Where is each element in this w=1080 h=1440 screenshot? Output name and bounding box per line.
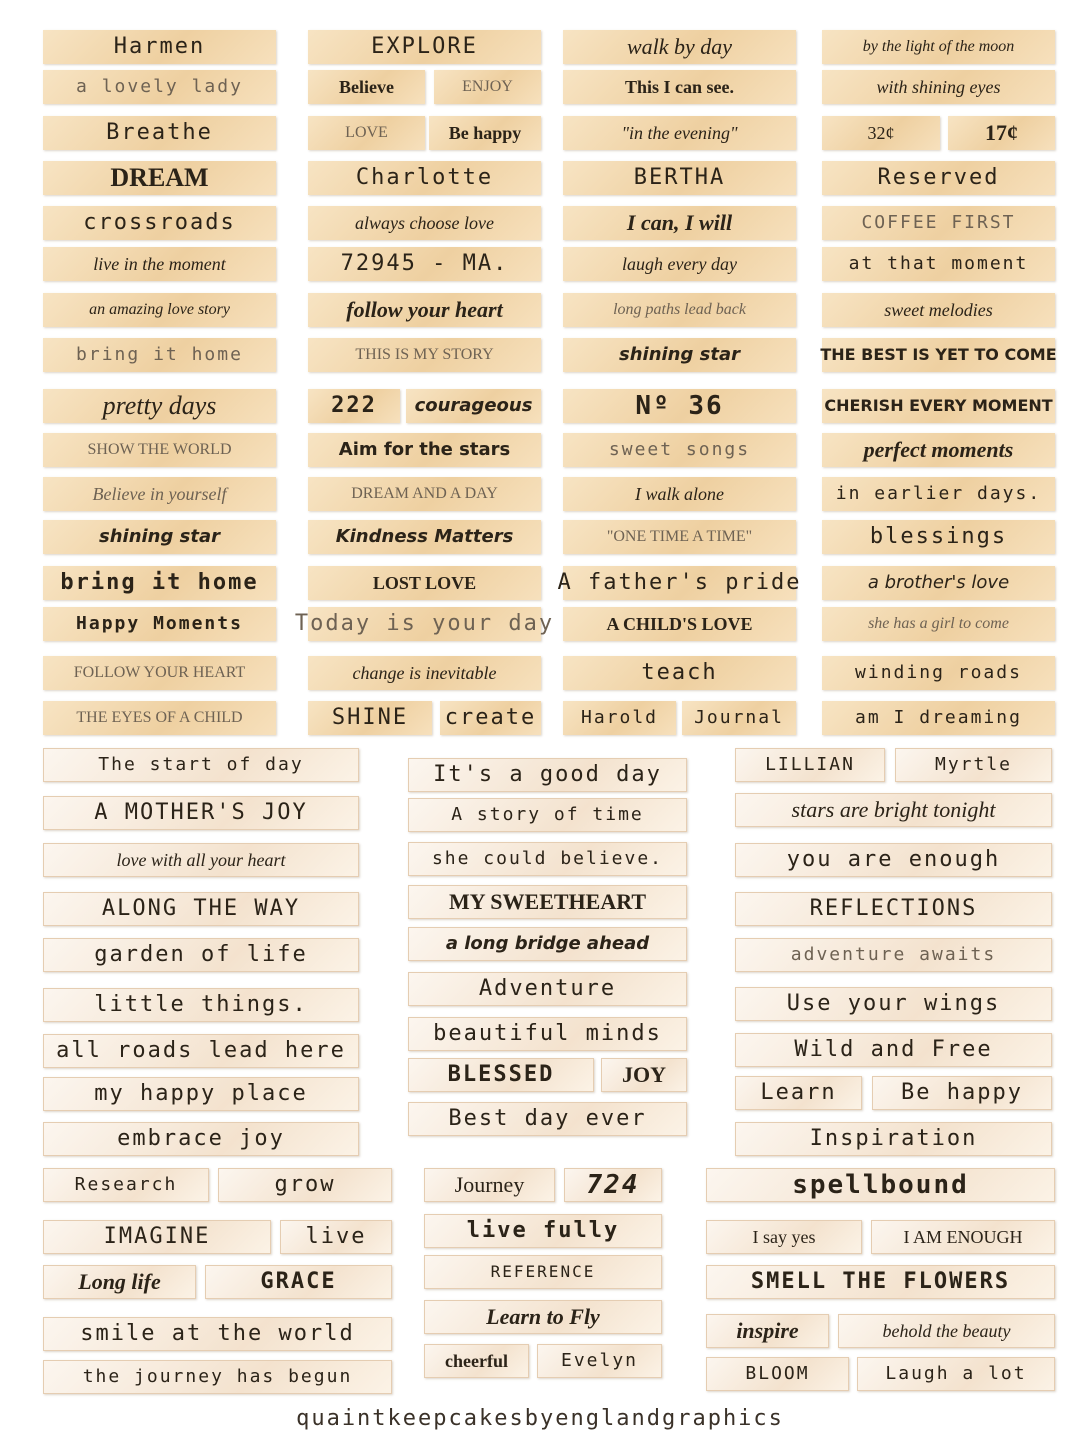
label-sticker: "ONE TIME A TIME" bbox=[563, 520, 796, 554]
label-sticker: inspire bbox=[706, 1314, 829, 1348]
label-sticker: LILLIAN bbox=[735, 748, 885, 782]
label-sticker: adventure awaits bbox=[735, 938, 1052, 972]
label-sticker: I AM ENOUGH bbox=[871, 1220, 1055, 1254]
label-sticker: This I can see. bbox=[563, 70, 796, 104]
label-sticker: Nº 36 bbox=[563, 389, 796, 423]
label-sticker: I say yes bbox=[706, 1220, 862, 1254]
label-sticker: Research bbox=[43, 1168, 209, 1202]
label-sticker: ALONG THE WAY bbox=[43, 892, 359, 926]
label-sticker: she could believe. bbox=[408, 842, 687, 876]
label-sticker: 72945 - MA. bbox=[308, 247, 541, 281]
label-sticker: LOST LOVE bbox=[308, 566, 541, 600]
label-sticker: a brother's love bbox=[822, 566, 1055, 600]
label-sticker: Reserved bbox=[822, 161, 1055, 195]
label-sticker: CHERISH EVERY MOMENT bbox=[822, 389, 1055, 423]
label-sticker: 17¢ bbox=[948, 116, 1055, 150]
label-sticker: EXPLORE bbox=[308, 30, 541, 64]
label-sticker: an amazing love story bbox=[43, 293, 276, 327]
label-sticker: THIS IS MY STORY bbox=[308, 338, 541, 372]
label-sticker: at that moment bbox=[822, 247, 1055, 281]
label-sticker: am I dreaming bbox=[822, 701, 1055, 735]
label-sticker: Aim for the stars bbox=[308, 433, 541, 467]
label-sticker: she has a girl to come bbox=[822, 607, 1055, 641]
label-sticker: Learn bbox=[735, 1076, 862, 1110]
label-sticker: Happy Moments bbox=[43, 607, 276, 641]
label-sticker: The start of day bbox=[43, 748, 359, 782]
label-sticker: 32¢ bbox=[822, 116, 940, 150]
label-sticker: Believe bbox=[308, 70, 425, 104]
label-sticker: Wild and Free bbox=[735, 1033, 1052, 1067]
label-sticker: Today is your day bbox=[308, 607, 541, 641]
label-sticker: by the light of the moon bbox=[822, 30, 1055, 64]
label-sticker: shining star bbox=[43, 520, 276, 554]
label-sticker: with shining eyes bbox=[822, 70, 1055, 104]
label-sticker: love with all your heart bbox=[43, 843, 359, 877]
label-sticker: A father's pride bbox=[563, 566, 796, 600]
label-sticker: crossroads bbox=[43, 206, 276, 240]
label-sticker: IMAGINE bbox=[43, 1220, 271, 1254]
label-sticker: you are enough bbox=[735, 843, 1052, 877]
label-sticker: Breathe bbox=[43, 116, 276, 150]
label-sticker: change is inevitable bbox=[308, 656, 541, 690]
label-sticker: a lovely lady bbox=[43, 70, 276, 104]
label-sticker: Learn to Fly bbox=[424, 1300, 662, 1334]
label-sticker: Long life bbox=[43, 1265, 196, 1299]
label-sticker: spellbound bbox=[706, 1168, 1055, 1202]
label-sticker: THE BEST IS YET TO COME bbox=[822, 338, 1055, 372]
label-sticker: my happy place bbox=[43, 1077, 359, 1111]
label-sticker: Be happy bbox=[872, 1076, 1052, 1110]
label-sticker: DREAM AND A DAY bbox=[308, 477, 541, 511]
label-sticker: Myrtle bbox=[895, 748, 1052, 782]
label-sticker: smile at the world bbox=[43, 1317, 392, 1351]
label-sticker: REFLECTIONS bbox=[735, 892, 1052, 926]
label-sticker: laugh every day bbox=[563, 247, 796, 281]
label-sticker: I can, I will bbox=[563, 206, 796, 240]
label-sticker: winding roads bbox=[822, 656, 1055, 690]
label-sticker: sweet melodies bbox=[822, 293, 1055, 327]
label-sticker: live in the moment bbox=[43, 247, 276, 281]
label-sticker: SMELL THE FLOWERS bbox=[706, 1265, 1055, 1299]
label-sticker: bring it home bbox=[43, 338, 276, 372]
label-sticker: COFFEE FIRST bbox=[822, 206, 1055, 240]
credit-text: quaintkeepcakesbyenglandgraphics bbox=[296, 1405, 784, 1431]
label-sticker: BLOOM bbox=[706, 1357, 849, 1391]
label-sticker: Kindness Matters bbox=[308, 520, 541, 554]
label-sticker: bring it home bbox=[43, 566, 276, 600]
label-sticker: SHINE bbox=[308, 701, 432, 735]
label-sticker: pretty days bbox=[43, 389, 276, 423]
label-sticker: FOLLOW YOUR HEART bbox=[43, 656, 276, 690]
label-sticker: It's a good day bbox=[408, 758, 687, 792]
label-sticker: Best day ever bbox=[408, 1102, 687, 1136]
label-sticker: walk by day bbox=[563, 30, 796, 64]
label-sticker: the journey has begun bbox=[43, 1360, 392, 1394]
label-sticker: 724 bbox=[564, 1168, 662, 1202]
label-sticker: perfect moments bbox=[822, 433, 1055, 467]
label-sticker: teach bbox=[563, 656, 796, 690]
label-sticker: Adventure bbox=[408, 972, 687, 1006]
label-sticker: Use your wings bbox=[735, 987, 1052, 1021]
label-sticker: Inspiration bbox=[735, 1122, 1052, 1156]
label-sticker: THE EYES OF A CHILD bbox=[43, 701, 276, 735]
label-sticker: "in the evening" bbox=[563, 116, 796, 150]
label-sticker: cheerful bbox=[424, 1344, 529, 1378]
label-sticker: Laugh a lot bbox=[857, 1357, 1055, 1391]
label-sticker: I walk alone bbox=[563, 477, 796, 511]
label-sticker: BLESSED bbox=[408, 1058, 594, 1092]
label-sticker: SHOW THE WORLD bbox=[43, 433, 276, 467]
label-sticker: Evelyn bbox=[537, 1344, 662, 1378]
label-sticker: ENJOY bbox=[434, 70, 541, 104]
label-sticker: garden of life bbox=[43, 938, 359, 972]
label-sticker: blessings bbox=[822, 520, 1055, 554]
label-sticker: behold the beauty bbox=[838, 1314, 1055, 1348]
label-sticker: DREAM bbox=[43, 161, 276, 195]
label-sticker: a long bridge ahead bbox=[408, 927, 687, 961]
label-sticker: shining star bbox=[563, 338, 796, 372]
label-sticker: follow your heart bbox=[308, 293, 541, 327]
label-sticker: grow bbox=[218, 1168, 392, 1202]
label-sticker: little things. bbox=[43, 988, 359, 1022]
label-sticker: REFERENCE bbox=[424, 1255, 662, 1289]
label-sticker: in earlier days. bbox=[822, 477, 1055, 511]
label-sticker: A CHILD'S LOVE bbox=[563, 607, 796, 641]
label-sticker: GRACE bbox=[205, 1265, 392, 1299]
label-sticker: BERTHA bbox=[563, 161, 796, 195]
label-sticker: JOY bbox=[601, 1058, 687, 1092]
label-sticker: live fully bbox=[424, 1214, 662, 1248]
label-sticker: Harmen bbox=[43, 30, 276, 64]
label-sticker: always choose love bbox=[308, 206, 541, 240]
label-sticker: create bbox=[440, 701, 541, 735]
label-sticker: Believe in yourself bbox=[43, 477, 276, 511]
label-sticker: Charlotte bbox=[308, 161, 541, 195]
label-sticker: stars are bright tonight bbox=[735, 793, 1052, 827]
label-sticker: Harold bbox=[563, 701, 676, 735]
label-sticker: live bbox=[280, 1220, 392, 1254]
label-sticker: A story of time bbox=[408, 798, 687, 832]
label-sticker: beautiful minds bbox=[408, 1017, 687, 1051]
label-sticker: long paths lead back bbox=[563, 293, 796, 327]
label-sticker: 222 bbox=[308, 389, 400, 423]
label-sticker: sweet songs bbox=[563, 433, 796, 467]
label-sticker: A MOTHER'S JOY bbox=[43, 796, 359, 830]
label-sticker: embrace joy bbox=[43, 1122, 359, 1156]
label-sticker: Journey bbox=[424, 1168, 555, 1202]
label-sticker: MY SWEETHEART bbox=[408, 885, 687, 919]
label-sticker: all roads lead here bbox=[43, 1034, 359, 1068]
label-sticker: courageous bbox=[406, 389, 541, 423]
label-sticker: Be happy bbox=[429, 116, 541, 150]
label-sticker: LOVE bbox=[308, 116, 425, 150]
label-sticker: Journal bbox=[682, 701, 796, 735]
